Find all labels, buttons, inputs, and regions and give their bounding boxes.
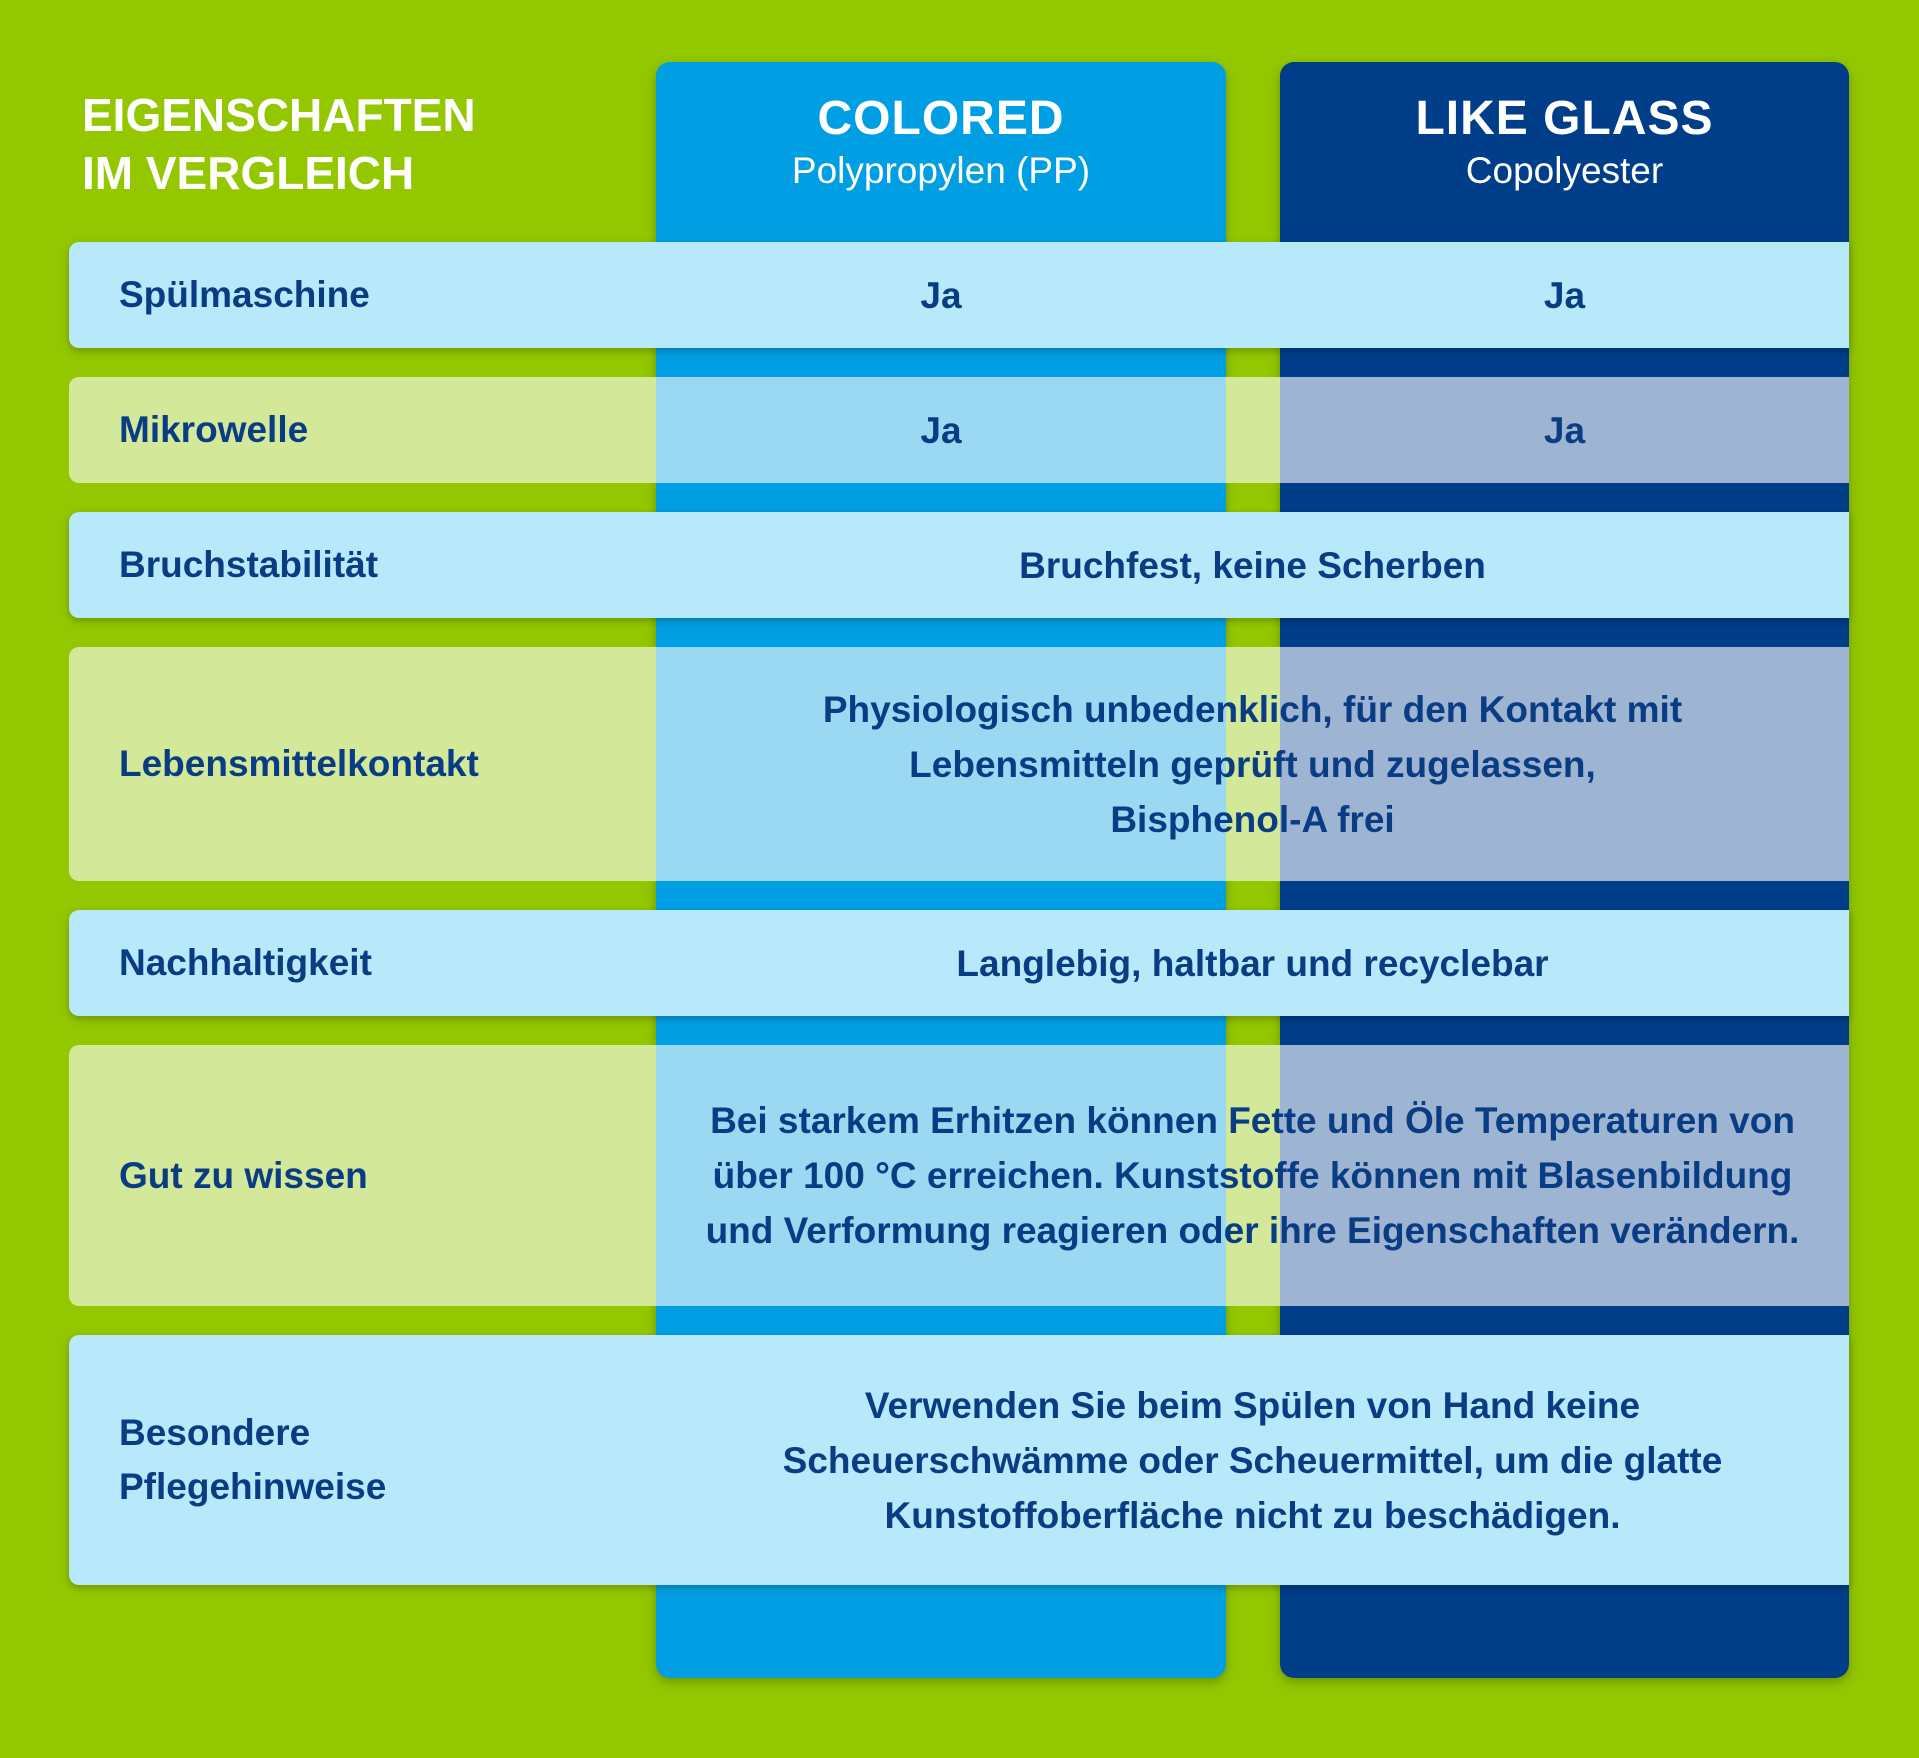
label-line: Besondere (119, 1412, 311, 1453)
like-glass-value: Ja (1543, 409, 1586, 451)
value-line: Lebensmitteln geprüft und zugelassen, (909, 743, 1596, 785)
colored-value: Ja (920, 274, 962, 316)
row-label: Spülmaschine (119, 274, 370, 315)
value-line: Kunstoffoberfläche nicht zu beschädigen. (884, 1494, 1621, 1536)
row-label: Lebensmittelkontakt (119, 743, 479, 784)
value-line: Scheuerschwämme oder Scheuermittel, um die glatte (782, 1439, 1723, 1481)
value-line: Bei starkem Erhitzen können Fette und Öle Temperaturen von (710, 1100, 1795, 1141)
value-line: über 100 °C erreichen. Kunststoffe können mit Blasenbildung (712, 1155, 1793, 1196)
shared-value: Bruchfest, keine Scherben (1019, 544, 1486, 586)
value-line: Bisphenol-A frei (1110, 798, 1395, 840)
table-row-bruchstabilitaet (69, 512, 1849, 618)
like-glass-column-name: LIKE GLASS (1415, 92, 1714, 145)
label-line: Pflegehinweise (119, 1466, 387, 1507)
shared-value: Langlebig, haltbar und recyclebar (956, 942, 1549, 984)
row-label: Nachhaltigkeit (119, 942, 372, 983)
colored-column-header (656, 90, 1226, 194)
table-row-nachhaltigkeit (69, 910, 1849, 1016)
table-row-spuelmaschine (69, 242, 1849, 348)
title-line-2: IM VERGLEICH (82, 147, 415, 199)
table-row-pflegehinweise (69, 1335, 1849, 1585)
value-line: und Verformung reagieren oder ihre Eigenschaften verändern. (705, 1210, 1800, 1251)
colored-column-name: COLORED (817, 92, 1065, 145)
title-line-1: EIGENSCHAFTEN (82, 89, 476, 141)
row-label: Bruchstabilität (119, 544, 379, 585)
colored-column-subtitle: Polypropylen (PP) (791, 150, 1091, 191)
row-label: Mikrowelle (119, 409, 309, 450)
value-line: Physiologisch unbedenklich, für den Kontakt mit (822, 688, 1683, 730)
row-label: Gut zu wissen (119, 1154, 368, 1196)
colored-value: Ja (920, 409, 962, 451)
like-glass-column-header (1280, 90, 1849, 194)
shared-value (656, 647, 1849, 881)
shared-value (656, 1335, 1849, 1585)
row-label (119, 1335, 599, 1585)
value-line: Verwenden Sie beim Spülen von Hand keine (864, 1384, 1641, 1426)
shared-value (656, 1045, 1849, 1306)
table-row-lebensmittelkontakt (69, 647, 1849, 881)
table-row-mikrowelle (69, 377, 1849, 483)
page-title (82, 86, 542, 202)
like-glass-value: Ja (1543, 274, 1586, 316)
like-glass-column-subtitle: Copolyester (1465, 150, 1664, 191)
table-row-gut-zu-wissen (69, 1045, 1849, 1306)
